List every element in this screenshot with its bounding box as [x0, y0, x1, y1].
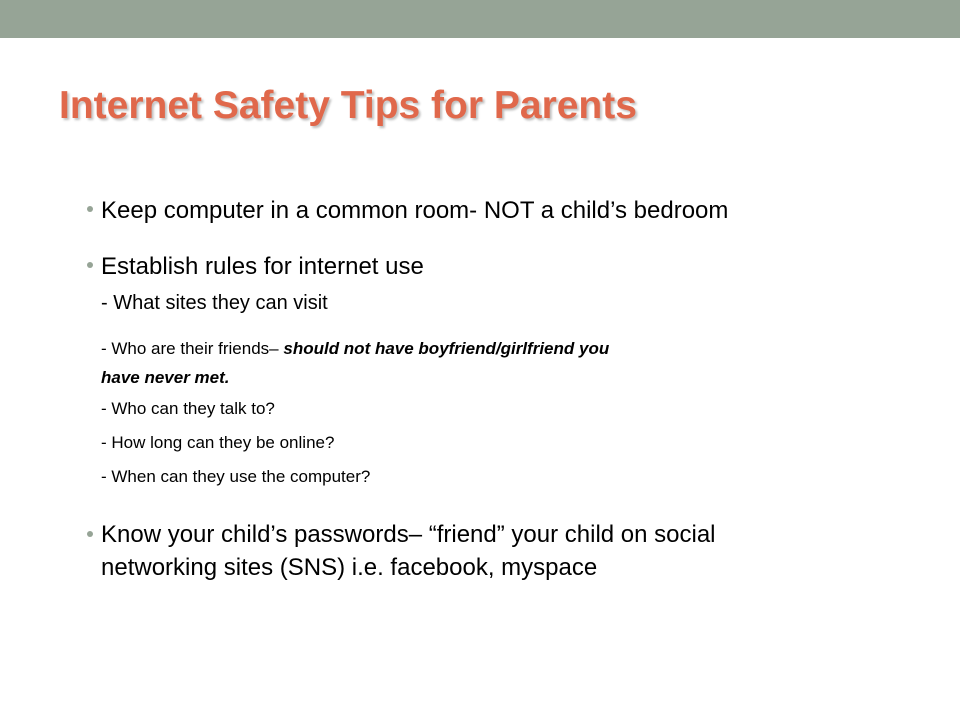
sub-item: - What sites they can visit — [101, 292, 328, 314]
sub-item — [101, 334, 609, 392]
sub-item: - How long can they be online? — [101, 433, 335, 452]
sub-item: - Who can they talk to? — [101, 399, 275, 418]
top-bar — [0, 0, 960, 38]
bullet-text: Establish rules for internet use — [101, 253, 424, 280]
bullet-dot — [87, 531, 93, 537]
sub-item-emphasis: should not have boyfriend/girlfriend you — [283, 339, 610, 358]
bullet-text: Keep computer in a common room- NOT a child’s bedroom — [101, 197, 729, 224]
sub-item-prefix: - Who are their friends– — [101, 339, 284, 358]
slide-title: Internet Safety Tips for Parents — [59, 84, 637, 127]
bullet-dot — [87, 262, 93, 268]
bullet-text-line: Know your child’s passwords– “friend” your child on social — [101, 521, 716, 548]
bullet-text-line: networking sites (SNS) i.e. facebook, myspace — [101, 554, 598, 581]
sub-item-emphasis: have never met. — [101, 368, 230, 387]
sub-item: - When can they use the computer? — [101, 467, 371, 486]
bullet-dot — [87, 206, 93, 212]
bullet-text — [101, 518, 716, 584]
